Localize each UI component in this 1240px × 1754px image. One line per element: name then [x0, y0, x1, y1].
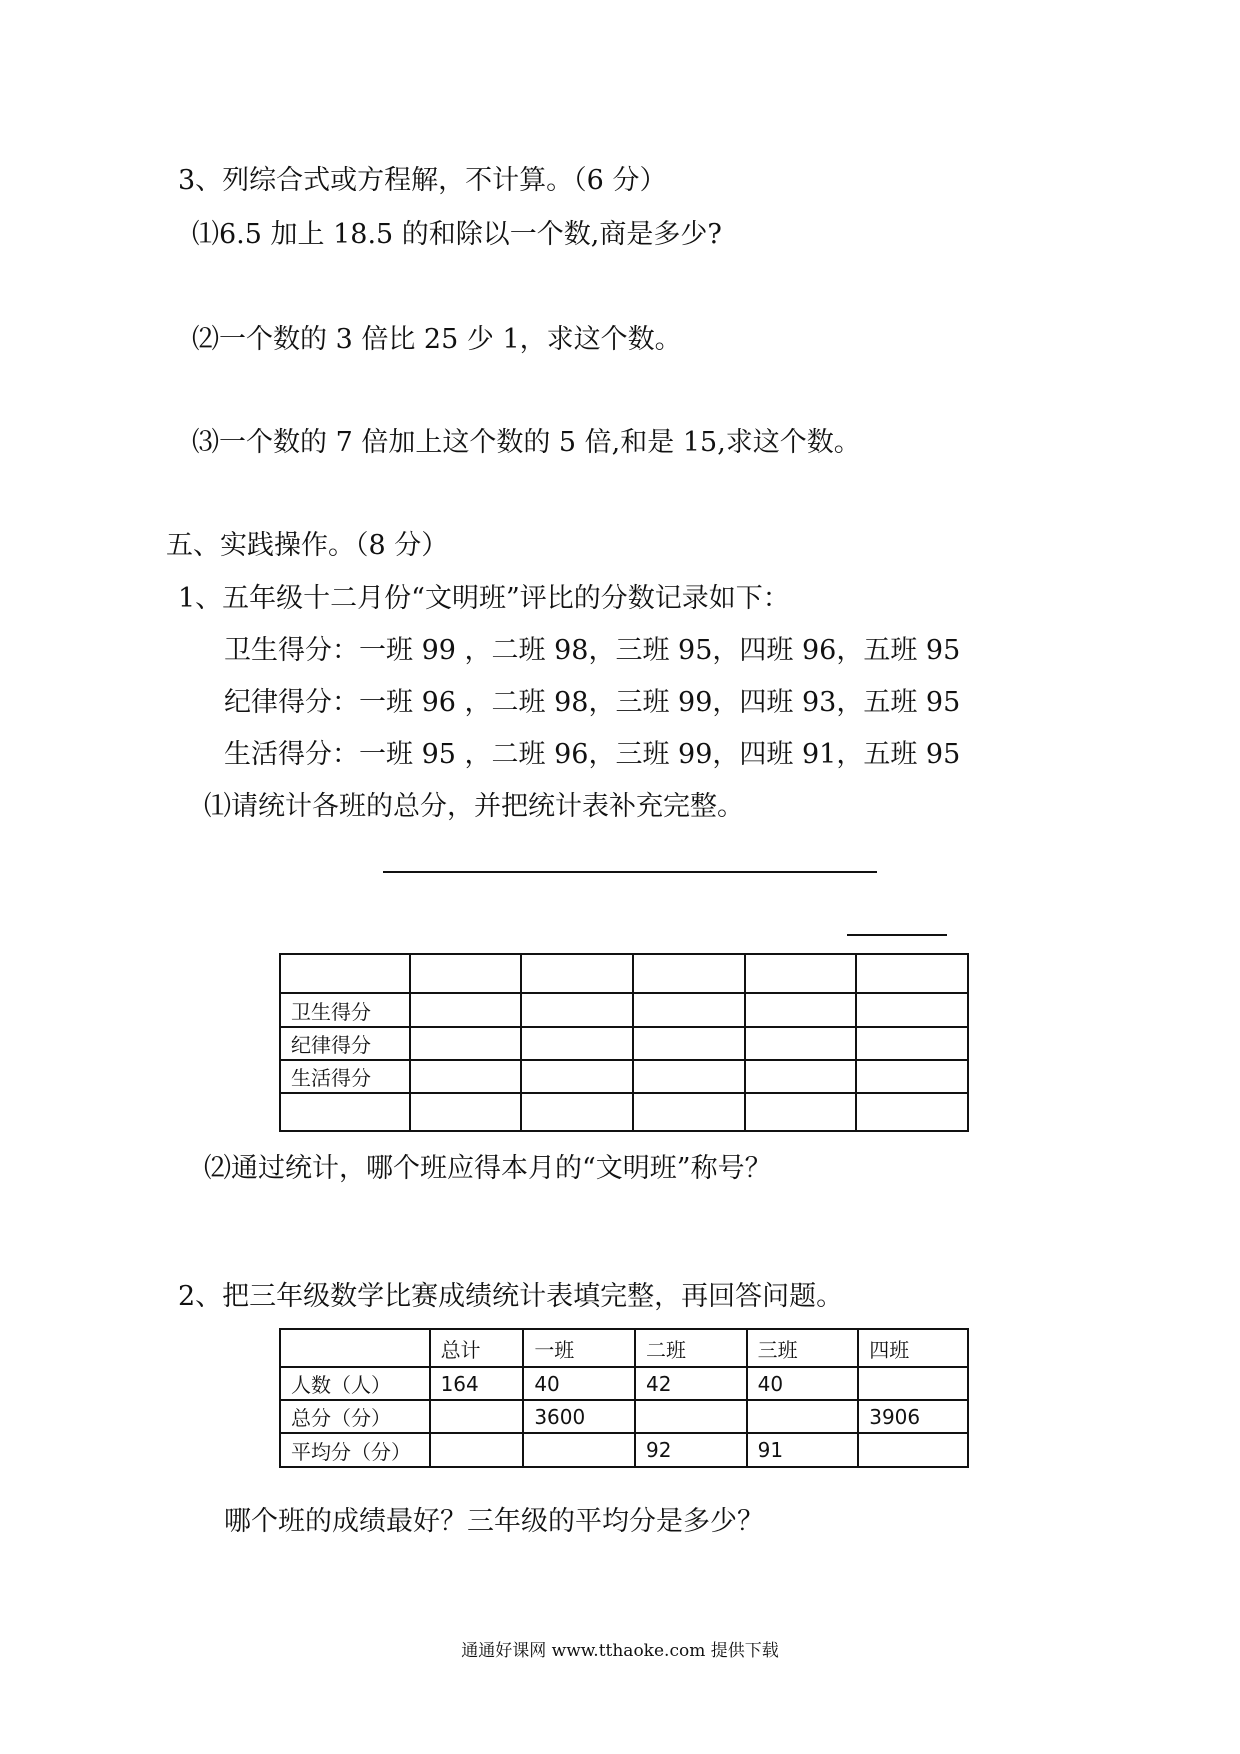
table-cell[interactable] — [521, 954, 633, 993]
title-blank-line[interactable] — [383, 871, 877, 873]
score-line-life: 生活得分：一班 95 ，二班 96，三班 99，四班 91，五班 95 — [224, 739, 961, 770]
table-cell[interactable] — [745, 954, 857, 993]
table-cell[interactable] — [856, 1060, 968, 1093]
question-3-heading: 3、列综合式或方程解，不计算。（6 分） — [178, 165, 667, 196]
table-cell[interactable] — [856, 1027, 968, 1060]
table-cell: 91 — [747, 1433, 859, 1467]
math-contest-table — [279, 1328, 969, 1468]
question-1-sub-1: ⑴请统计各班的总分，并把统计表补充完整。 — [204, 791, 744, 822]
table-cell[interactable] — [430, 1400, 524, 1433]
table-cell: 92 — [635, 1433, 747, 1467]
table-cell[interactable] — [635, 1400, 747, 1433]
unit-blank-line[interactable] — [847, 934, 947, 936]
table-header-cell: 一班 — [523, 1329, 635, 1367]
question-3-item-3: ⑶一个数的 7 倍加上这个数的 5 倍,和是 15,求这个数。 — [192, 427, 861, 458]
table-cell[interactable] — [633, 954, 745, 993]
table-header-cell: 三班 — [747, 1329, 859, 1367]
table-cell[interactable] — [633, 1027, 745, 1060]
row-label-discipline: 纪律得分 — [280, 1027, 410, 1060]
table-cell[interactable] — [745, 993, 857, 1027]
table-cell[interactable] — [858, 1367, 968, 1400]
table-row — [280, 1093, 968, 1131]
table-cell[interactable] — [410, 993, 522, 1027]
table-cell[interactable] — [856, 1093, 968, 1131]
table-header-cell: 四班 — [858, 1329, 968, 1367]
table-cell[interactable] — [745, 1060, 857, 1093]
table-row — [280, 1433, 968, 1467]
question-3-item-2: ⑵一个数的 3 倍比 25 少 1，求这个数。 — [192, 324, 682, 355]
question-1-heading: 1、五年级十二月份“文明班”评比的分数记录如下： — [178, 583, 790, 614]
table-row — [280, 993, 968, 1027]
table-cell: 42 — [635, 1367, 747, 1400]
table-header-cell: 二班 — [635, 1329, 747, 1367]
row-label-life: 生活得分 — [280, 1060, 410, 1093]
table-cell[interactable] — [521, 993, 633, 1027]
table-cell: 3906 — [858, 1400, 968, 1433]
table-cell[interactable] — [430, 1433, 524, 1467]
class-score-table — [279, 953, 969, 1132]
score-line-discipline: 纪律得分：一班 96 ，二班 98，三班 99，四班 93，五班 95 — [224, 687, 961, 718]
table-cell[interactable] — [745, 1027, 857, 1060]
table-cell[interactable] — [521, 1060, 633, 1093]
table-cell[interactable] — [856, 954, 968, 993]
table-cell[interactable] — [280, 1093, 410, 1131]
table-cell[interactable] — [747, 1400, 859, 1433]
row-label-total-score: 总分（分） — [280, 1400, 430, 1433]
table-header-cell — [280, 1329, 430, 1367]
table-cell: 3600 — [523, 1400, 635, 1433]
row-label-average: 平均分（分） — [280, 1433, 430, 1467]
row-label-hygiene: 卫生得分 — [280, 993, 410, 1027]
table-cell[interactable] — [410, 1060, 522, 1093]
table-cell[interactable] — [856, 993, 968, 1027]
table-cell[interactable] — [410, 1027, 522, 1060]
table-cell[interactable] — [410, 954, 522, 993]
table-cell[interactable] — [633, 993, 745, 1027]
table-row — [280, 1329, 968, 1367]
section-5-heading: 五、实践操作。（8 分） — [166, 530, 449, 561]
question-2-prompt: 哪个班的成绩最好？三年级的平均分是多少？ — [224, 1506, 764, 1537]
table-cell[interactable] — [410, 1093, 522, 1131]
table-cell[interactable] — [521, 1027, 633, 1060]
table-cell[interactable] — [633, 1093, 745, 1131]
table-cell: 40 — [747, 1367, 859, 1400]
table-cell[interactable] — [858, 1433, 968, 1467]
table-row — [280, 1400, 968, 1433]
table-cell: 164 — [430, 1367, 524, 1400]
question-2-heading: 2、把三年级数学比赛成绩统计表填完整，再回答问题。 — [178, 1281, 844, 1312]
table-cell[interactable] — [280, 954, 410, 993]
score-line-hygiene: 卫生得分：一班 99 ，二班 98，三班 95，四班 96，五班 95 — [224, 635, 961, 666]
table-cell[interactable] — [633, 1060, 745, 1093]
question-3-item-1: ⑴6.5 加上 18.5 的和除以一个数,商是多少? — [192, 219, 722, 250]
table-header-cell: 总计 — [430, 1329, 524, 1367]
table-cell[interactable] — [521, 1093, 633, 1131]
table-cell[interactable] — [523, 1433, 635, 1467]
question-1-sub-2: ⑵通过统计，哪个班应得本月的“文明班”称号？ — [204, 1153, 772, 1184]
table-row — [280, 954, 968, 993]
table-cell[interactable] — [745, 1093, 857, 1131]
table-row — [280, 1027, 968, 1060]
table-row — [280, 1367, 968, 1400]
row-label-people: 人数（人） — [280, 1367, 430, 1400]
table-cell: 40 — [523, 1367, 635, 1400]
footer-text: 通通好课网 www.tthaoke.com 提供下载 — [461, 1641, 779, 1661]
table-row — [280, 1060, 968, 1093]
